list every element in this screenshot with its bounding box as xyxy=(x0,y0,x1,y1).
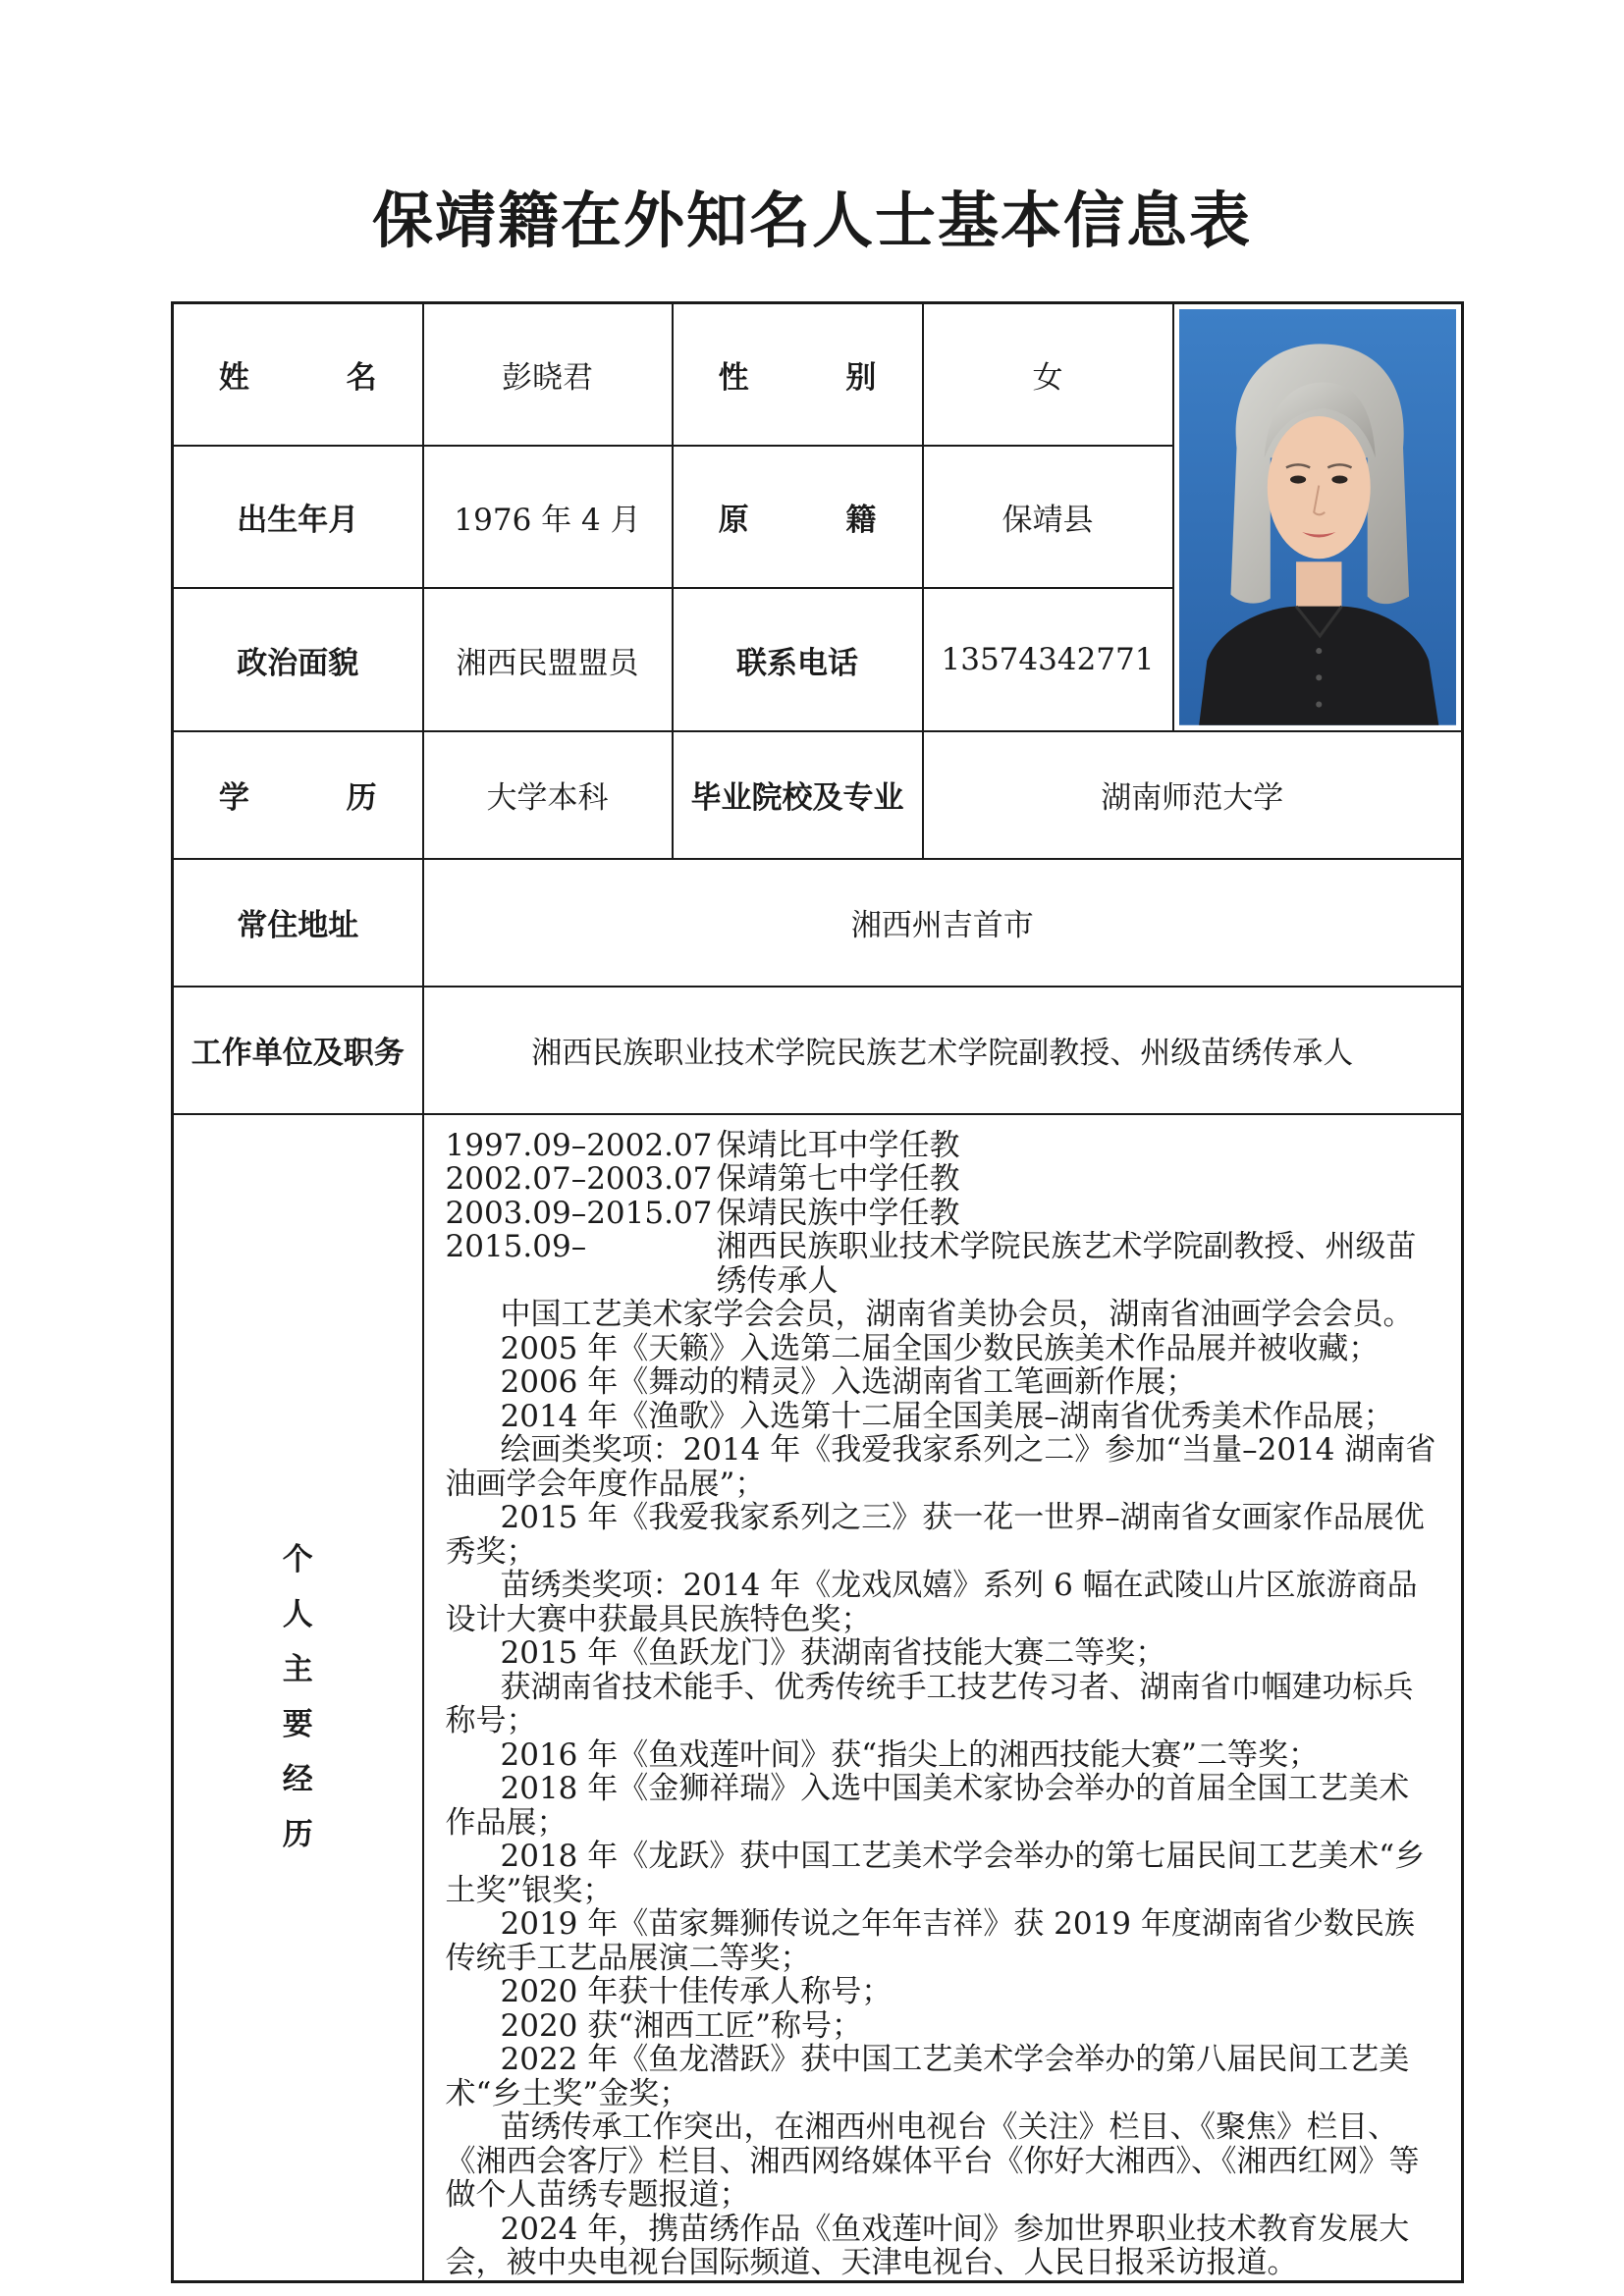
portrait-image xyxy=(1179,309,1457,725)
experience-paragraph: 中国工艺美术家学会会员，湖南省美协会员，湖南省油画学会会员。 xyxy=(500,1297,1414,1333)
experience-label-text: 个 人 主 要 经 历 xyxy=(282,1542,313,1853)
experience-paragraph: 苗绣传承工作突出，在湘西州电视台《关注》栏目、《聚焦》栏目、《湘西会客厅》栏目、湘西网络媒体平台《你好大湘西》、《湘西红网》等做个人苗绣专题报道； xyxy=(445,2109,1420,2214)
experience-paragraph: 2016 年《鱼戏莲叶间》获“指尖上的湘西技能大赛”二等奖； xyxy=(500,1736,1319,1773)
row-name-gender xyxy=(173,303,1463,446)
experience-paragraph: 获湖南省技术能手、优秀传统手工技艺传习者、湖南省巾帼建功标兵称号； xyxy=(445,1669,1414,1739)
gender-label: 性 别 xyxy=(673,303,923,446)
name-label: 姓 名 xyxy=(173,303,423,446)
education-label: 学 历 xyxy=(173,731,423,859)
portrait-photo xyxy=(1179,309,1457,725)
school-major-label: 毕业院校及专业 xyxy=(673,731,923,859)
experience-paragraph: 2018 年《金狮祥瑞》入选中国美术家协会举办的首届全国工艺美术作品展； xyxy=(445,1771,1410,1841)
experience-paragraph: 2015 年《鱼跃龙门》获湖南省技能大赛二等奖； xyxy=(500,1635,1166,1672)
name-value: 彭晓君 xyxy=(423,303,673,446)
phone-value: 13574342771 xyxy=(923,588,1173,730)
info-table xyxy=(171,301,1464,2283)
experience-paragraph: 2005 年《天籁》入选第二届全国少数民族美术作品展并被收藏； xyxy=(500,1330,1380,1366)
experience-paragraph: 2020 获“湘西工匠”称号； xyxy=(500,2007,862,2044)
experience-paragraph: 苗绣类奖项：2014 年《龙戏凤嬉》系列 6 幅在武陵山片区旅游商品设计大赛中获最具民族特色奖； xyxy=(445,1568,1418,1637)
experience-label xyxy=(173,1114,423,2282)
job-entry: 2002.07–2003.07 保靖第七中学任教 xyxy=(445,1161,960,1198)
row-work xyxy=(173,987,1463,1114)
education-value: 大学本科 xyxy=(423,731,673,859)
work-label: 工作单位及职务 xyxy=(173,987,423,1114)
phone-label: 联系电话 xyxy=(673,588,923,730)
experience-paragraph: 2015 年《我爱我家系列之三》获一花一世界–湖南省女画家作品展优秀奖； xyxy=(445,1500,1425,1570)
row-education xyxy=(173,731,1463,859)
experience-paragraph: 2018 年《龙跃》获中国工艺美术学会举办的第七届民间工艺美术“乡土奖”银奖； xyxy=(445,1839,1426,1908)
politics-value: 湘西民盟盟员 xyxy=(423,588,673,730)
experience-paragraph: 2022 年《鱼龙潜跃》获中国工艺美术学会举办的第八届民间工艺美术“乡土奖”金奖； xyxy=(445,2042,1410,2111)
birth-value: 1976 年 4 月 xyxy=(423,446,673,588)
portrait-photo-cell xyxy=(1173,303,1463,731)
experience-paragraph: 2020 年获十佳传承人称号； xyxy=(500,1974,893,2010)
row-address xyxy=(173,859,1463,987)
job-entry: 2015.09– 湘西民族职业技术学院民族艺术学院副教授、州级苗绣传承人 xyxy=(445,1229,1417,1299)
address-value: 湘西州吉首市 xyxy=(423,859,1463,987)
school-major-value: 湖南师范大学 xyxy=(923,731,1463,859)
document-title: 保靖籍在外知名人士基本信息表 xyxy=(371,185,1252,256)
gender-value: 女 xyxy=(923,303,1173,446)
experience-paragraph: 2024 年，携苗绣作品《鱼戏莲叶间》参加世界职业技术教育发展大会，被中央电视台国际频道、天津电视台、人民日报采访报道。 xyxy=(445,2211,1410,2281)
politics-label: 政治面貌 xyxy=(173,588,423,730)
experience-content xyxy=(423,1114,1463,2282)
work-value: 湘西民族职业技术学院民族艺术学院副教授、州级苗绣传承人 xyxy=(423,987,1463,1114)
job-entry: 1997.09–2002.07 保靖比耳中学任教 xyxy=(445,1127,960,1163)
row-experience xyxy=(173,1114,1463,2282)
experience-paragraph: 2006 年《舞动的精灵》入选湖南省工笔画新作展； xyxy=(500,1364,1197,1401)
origin-label: 原 籍 xyxy=(673,446,923,588)
experience-paragraph: 绘画类奖项：2014 年《我爱我家系列之二》参加“当量–2014 湖南省油画学会年度作品展”； xyxy=(445,1432,1436,1502)
birth-label: 出生年月 xyxy=(173,446,423,588)
experience-paragraph: 2014 年《渔歌》入选第十二届全国美展–湖南省优秀美术作品展； xyxy=(500,1398,1394,1434)
origin-value: 保靖县 xyxy=(923,446,1173,588)
job-entry: 2003.09–2015.07 保靖民族中学任教 xyxy=(445,1195,960,1231)
experience-paragraph: 2019 年《苗家舞狮传说之年年吉祥》获 2019 年度湖南省少数民族传统手工艺品展演二等奖； xyxy=(445,1906,1415,1976)
address-label: 常住地址 xyxy=(173,859,423,987)
